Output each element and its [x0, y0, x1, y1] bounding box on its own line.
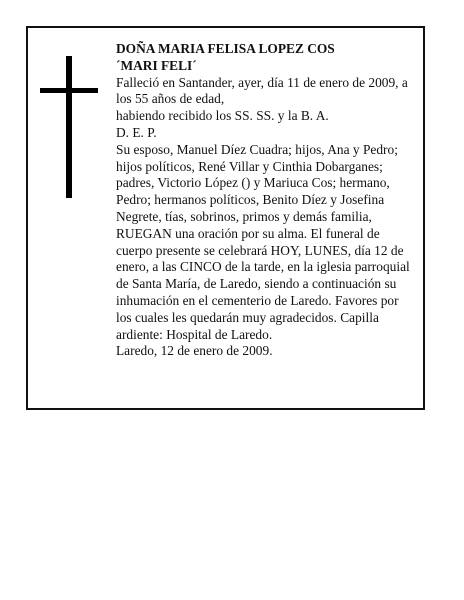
cross-vertical-bar	[66, 56, 72, 198]
request-line: enero, a las CINCO de la tarde, en la iglesia parroquial	[116, 259, 410, 275]
request-line: los cuales les quedarán muy agradecidos. Capilla	[116, 309, 379, 325]
family-line: Su esposo, Manuel Díez Cuadra; hijos, Ana y Pedro;	[116, 141, 398, 157]
request-line: cuerpo presente se celebrará HOY, LUNES, día 12 de	[116, 242, 404, 258]
obituary-text	[116, 41, 418, 360]
death-line: Falleció en Santander, ayer, día 11 de enero de 2009, a	[116, 74, 408, 90]
request-line: de Santa María, de Laredo, siendo a continuación su	[116, 276, 397, 292]
death-line: los 55 años de edad,	[116, 91, 225, 107]
sacraments-line: habiendo recibido los SS. SS. y la B. A.	[116, 108, 329, 124]
deceased-name: DOÑA MARIA FELISA LOPEZ COS	[116, 41, 335, 56]
request-line: ardiente: Hospital de Laredo.	[116, 326, 273, 342]
cross-horizontal-bar	[40, 88, 98, 93]
cross-icon	[40, 56, 98, 198]
obituary-notice	[26, 26, 425, 410]
request-line: inhumación en el cementerio de Laredo. Favores por	[116, 292, 399, 308]
request-line: RUEGAN una oración por su alma. El funeral de	[116, 225, 380, 241]
deceased-nickname: ´MARI FELI´	[116, 57, 197, 73]
family-line: hijos políticos, René Villar y Cinthia Dobarganes;	[116, 158, 383, 174]
place-date-line: Laredo, 12 de enero de 2009.	[116, 343, 273, 359]
family-line: padres, Victorio López () y Mariuca Cos; hermano,	[116, 175, 390, 191]
family-line: Negrete, tías, sobrinos, primos y demás familia,	[116, 208, 372, 224]
dep-line: D. E. P.	[116, 124, 157, 140]
family-line: Pedro; hermanos políticos, Benito Díez y Josefina	[116, 192, 385, 208]
